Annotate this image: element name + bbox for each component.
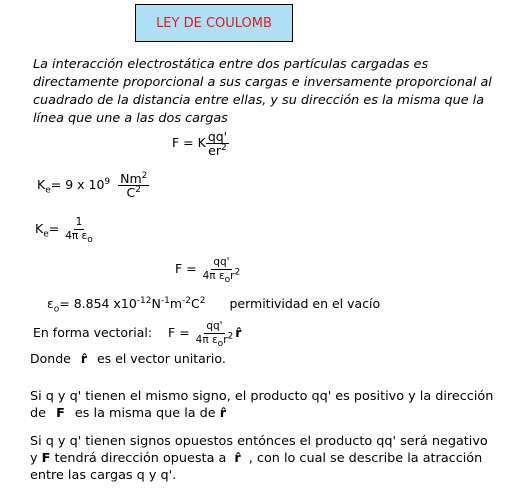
- ke-def-num: 1: [75, 216, 83, 228]
- vector-form-den-sub: o: [217, 339, 224, 350]
- unit-n-exp: -1: [160, 295, 170, 306]
- permittivity-exp: -12: [136, 295, 152, 306]
- opposite-sign-line3: entre las cargas q y q'.: [30, 468, 177, 483]
- formula2-den: [201, 267, 243, 286]
- page-title: LEY DE COULOMB: [156, 15, 272, 31]
- formula2-den-sub: o: [224, 275, 231, 286]
- formula-den-r: r: [215, 143, 222, 158]
- opposite-sign-post: , con lo cual se describe la atracción: [248, 451, 483, 466]
- ke-unit-den: [125, 186, 143, 199]
- formula2-den-text: 4π ε: [202, 270, 225, 282]
- unit-vector-symbol: r̂: [235, 325, 242, 340]
- unit-c: C: [191, 296, 200, 311]
- vector-form-lhs: F =: [168, 325, 190, 340]
- coulomb-formula: [172, 130, 229, 157]
- intro-paragraph: La interacción electrostática entre dos partículas cargadas es directamente proporcional a sus cargas e inversamente proporcional al cuadrado de la distancia entre ellas, y su dirección es la misma que la línea que une a las dos cargas: [33, 57, 492, 126]
- formula-den-exp: 2: [221, 142, 227, 153]
- formula-lhs: F = K: [172, 135, 206, 150]
- opposite-sign-line2: [30, 450, 510, 467]
- vector-form-den-text: 4π ε: [195, 334, 218, 346]
- formula2-den-r: r: [230, 270, 235, 282]
- ke-symbol: K: [37, 177, 46, 192]
- donde-line: [30, 351, 226, 366]
- epsilon-symbol: ε: [47, 296, 54, 311]
- same-sign-mid: es la misma que la de: [74, 406, 216, 421]
- vector-form-fraction: [194, 320, 236, 350]
- coulomb-formula-expanded: [175, 256, 242, 286]
- ke-unit-c: C: [126, 185, 136, 200]
- formula-fraction: [206, 130, 229, 157]
- donde-post: es el vector unitario.: [96, 351, 226, 366]
- opposite-sign-line1: Si q y q' tienen signos opuestos entónces el producto qq' será negativo: [30, 434, 488, 449]
- unit-m: m: [169, 296, 183, 311]
- ke-definition: [35, 216, 95, 246]
- same-sign-line2: [30, 405, 510, 422]
- opposite-force-vector-symbol: F: [41, 451, 51, 466]
- same-sign-line1: Si q y q' tienen el mismo signo, el producto qq' es positivo y la dirección: [30, 389, 494, 404]
- ke-value: [37, 172, 149, 199]
- same-sign-unit-vector: r̂: [219, 406, 227, 421]
- unit-m-exp: -2: [182, 295, 192, 306]
- opposite-sign-paragraph: [30, 433, 510, 484]
- opposite-sign-mid: tendrá dirección opuesta a: [54, 451, 227, 466]
- ke-equals: = 9 x 10: [50, 177, 105, 192]
- formula-sub-e: e: [208, 143, 216, 158]
- formula2-num: qq': [213, 256, 230, 268]
- permittivity-value: = 8.854 x10: [59, 296, 137, 311]
- ke-unit-num: [118, 172, 149, 186]
- opposite-sign-unit-vector: r̂: [234, 451, 241, 466]
- ke-unit-c-exp: 2: [135, 184, 141, 195]
- ke-def-equals: =: [48, 221, 60, 236]
- ke-unit-nm: Nm: [120, 171, 142, 186]
- formula2-fraction: [201, 256, 243, 286]
- vector-form-label: En forma vectorial:: [33, 325, 153, 340]
- epsilon-sub: o: [53, 304, 60, 315]
- permittivity-label: permitividad en el vacío: [229, 296, 381, 311]
- vector-form-den-r: r: [223, 334, 228, 346]
- formula2-lhs: F =: [175, 261, 197, 276]
- same-sign-paragraph: [30, 388, 510, 422]
- donde-pre: Donde: [30, 351, 71, 366]
- permittivity-line: [47, 295, 381, 315]
- force-vector-symbol: F: [56, 406, 65, 421]
- ke-def-fraction: [63, 216, 95, 246]
- vector-form-num: qq': [206, 320, 223, 332]
- opposite-sign-y: y: [30, 451, 38, 466]
- ke-units: [118, 172, 149, 199]
- donde-unit-vector: r̂: [80, 351, 87, 366]
- ke-def-den-text: 4π ε: [65, 230, 88, 242]
- formula2-den-exp: 2: [234, 267, 241, 278]
- formula-denominator: [206, 144, 229, 157]
- vector-form-den: [194, 331, 236, 350]
- unit-n: N: [151, 296, 161, 311]
- ke-def-sub: e: [43, 229, 49, 240]
- unit-c-exp: 2: [199, 295, 206, 306]
- ke-def-den: [63, 230, 95, 246]
- title-box: [135, 4, 293, 42]
- same-sign-de: de: [30, 406, 46, 421]
- ke-def-den-sub: o: [87, 235, 93, 246]
- ke-unit-nm-exp: 2: [141, 170, 148, 181]
- vector-form-den-exp: 2: [227, 331, 234, 342]
- formula-numerator: qq': [207, 129, 228, 144]
- ke-sub: e: [45, 185, 51, 196]
- ke-def-symbol: K: [35, 221, 44, 236]
- vector-form-line: [33, 320, 242, 350]
- ke-exponent: 9: [104, 176, 111, 187]
